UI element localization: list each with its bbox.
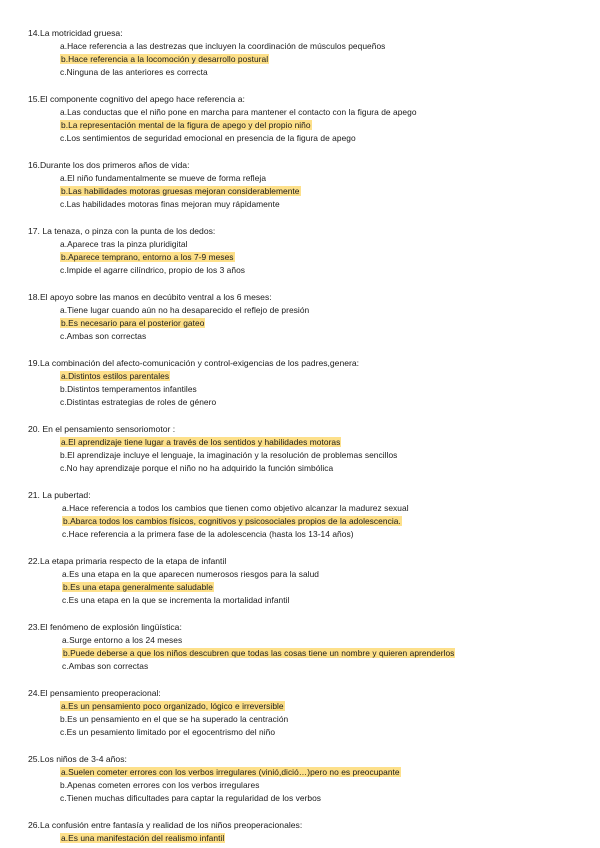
answer-option — [60, 462, 600, 475]
answer-options — [60, 304, 600, 343]
answer-option-text: c.Impide el agarre cilíndrico, propio de los 3 años — [60, 265, 246, 275]
answer-option-text: a.Hace referencia a las destrezas que incluyen la coordinación de músculos pequeños — [60, 41, 386, 51]
answer-options — [60, 766, 600, 805]
question-text: 21. La pubertad: — [28, 490, 91, 500]
answer-option — [62, 568, 600, 581]
answer-option — [60, 713, 600, 726]
answer-option — [60, 198, 600, 211]
question-text: 15.El componente cognitivo del apego hace referencia a: — [28, 94, 245, 104]
answer-option-text: b.El aprendizaje incluye el lenguaje, la imaginación y la resolución de problemas sencillos — [60, 450, 398, 460]
answer-option-text: b.Es una etapa generalmente saludable — [63, 582, 213, 592]
answer-option-text: a.Distintos estilos parentales — [61, 371, 170, 381]
answer-options — [60, 172, 600, 211]
answer-option-text: b.La representación mental de la figura de apego y del propio niño — [61, 120, 311, 130]
question-block — [0, 819, 600, 845]
answer-option — [60, 779, 600, 792]
answer-option-text: c.No hay aprendizaje porque el niño no ha adquirido la función simbólica — [60, 463, 334, 473]
answer-option — [62, 528, 600, 541]
question-block — [0, 753, 600, 805]
answer-options — [60, 436, 600, 475]
answer-option — [60, 132, 600, 145]
question-text: 22.La etapa primaria respecto de la etapa de infantil — [28, 556, 227, 566]
answer-option-text: c.Tienen muchas dificultades para captar la regularidad de los verbos — [60, 793, 322, 803]
question-text: 23.El fenómeno de explosión lingüística: — [28, 622, 182, 632]
answer-option — [60, 40, 600, 53]
highlighted-answer-option — [60, 185, 600, 198]
question-block — [0, 225, 600, 277]
answer-option — [60, 238, 600, 251]
highlighted-answer-option — [60, 700, 600, 713]
answer-option — [60, 264, 600, 277]
answer-option-text: c.Ninguna de las anteriores es correcta — [60, 67, 208, 77]
answer-option — [60, 66, 600, 79]
answer-option-text: a.Tiene lugar cuando aún no ha desaparecido el reflejo de presión — [60, 305, 310, 315]
answer-option-text: b.Apenas cometen errores con los verbos irregulares — [60, 780, 260, 790]
answer-option — [60, 726, 600, 739]
answer-option-text: c.Es un pesamiento limitado por el egocentrismo del niño — [60, 727, 276, 737]
answer-option-text: c.Las habilidades motoras finas mejoran muy rápidamente — [60, 199, 280, 209]
question-text: 25.Los niños de 3-4 años: — [28, 754, 127, 764]
highlighted-answer-option — [60, 766, 600, 779]
answer-option — [60, 792, 600, 805]
highlighted-answer-option — [62, 515, 600, 528]
answer-options — [60, 832, 600, 845]
answer-option-text: a.Aparece tras la pinza pluridigital — [60, 239, 188, 249]
answer-option-text: b.Abarca todos los cambios físicos, cognitivos y psicosociales propios de la adolescencia. — [63, 516, 401, 526]
highlighted-answer-option — [62, 581, 600, 594]
question-text: 20. En el pensamiento sensoriomotor : — [28, 424, 176, 434]
question-block — [0, 357, 600, 409]
question-block — [0, 27, 600, 79]
answer-option-text: a.Es un pensamiento poco organizado, lógico e irreversible — [61, 701, 284, 711]
answer-option-text: b.Las habilidades motoras gruesas mejoran considerablemente — [61, 186, 300, 196]
answer-option-text: a.El aprendizaje tiene lugar a través de los sentidos y habilidades motoras — [61, 437, 341, 447]
highlighted-answer-option — [60, 832, 600, 845]
answer-option — [62, 502, 600, 515]
answer-option-text: a.Hace referencia a todos los cambios que tienen como objetivo alcanzar la madurez sexual — [62, 503, 409, 513]
question-text: 14.La motricidad gruesa: — [28, 28, 123, 38]
highlighted-answer-option — [60, 119, 600, 132]
answer-option-text: a.El niño fundamentalmente se mueve de forma refleja — [60, 173, 267, 183]
answer-option — [62, 634, 600, 647]
answer-options — [60, 238, 600, 277]
highlighted-answer-option — [60, 317, 600, 330]
answer-option-text: b.Aparece temprano, entorno a los 7-9 meses — [61, 252, 234, 262]
answer-option-text: a.Suelen cometer errores con los verbos irregulares (vinió,dició…)pero no es preocupante — [61, 767, 400, 777]
question-block — [0, 621, 600, 673]
answer-option-text: a.Las conductas que el niño pone en marcha para mantener el contacto con la figura de apego — [60, 107, 417, 117]
answer-option-text: b.Puede deberse a que los niños descubren que todas las cosas tiene un nombre y quieren aprenderlos — [63, 648, 455, 658]
answer-options — [60, 40, 600, 79]
answer-option-text: b.Es un pensamiento en el que se ha superado la centración — [60, 714, 289, 724]
answer-options — [60, 700, 600, 739]
answer-option — [60, 330, 600, 343]
answer-option-text: a.Es una manifestación del realismo infantil — [61, 833, 225, 843]
highlighted-answer-option — [60, 251, 600, 264]
question-block — [0, 423, 600, 475]
answer-option-text: c.Ambas son correctas — [62, 661, 149, 671]
answer-option-text: b.Hace referencia a la locomoción y desarrollo postural — [61, 54, 269, 64]
question-text: 17. La tenaza, o pinza con la punta de los dedos: — [28, 226, 216, 236]
question-block — [0, 687, 600, 739]
answer-options — [62, 568, 600, 607]
answer-option-text: a.Es una etapa en la que aparecen numerosos riesgos para la salud — [62, 569, 319, 579]
answer-option — [60, 106, 600, 119]
answer-option-text: a.Surge entorno a los 24 meses — [62, 635, 183, 645]
highlighted-answer-option — [60, 370, 600, 383]
answer-option-text: b.Es necesario para el posterior gateo — [61, 318, 205, 328]
answer-option-text: b.Distintos temperamentos infantiles — [60, 384, 197, 394]
question-text: 26.La confusión entre fantasía y realidad de los niños preoperacionales: — [28, 820, 303, 830]
answer-options — [62, 634, 600, 673]
question-block — [0, 291, 600, 343]
highlighted-answer-option — [60, 53, 600, 66]
answer-option — [60, 304, 600, 317]
answer-option — [62, 594, 600, 607]
answer-option-text: c.Hace referencia a la primera fase de la adolescencia (hasta los 13-14 años) — [62, 529, 354, 539]
answer-options — [62, 502, 600, 541]
question-text: 16.Durante los dos primeros años de vida: — [28, 160, 190, 170]
answer-options — [60, 106, 600, 145]
question-block — [0, 555, 600, 607]
answer-option — [60, 449, 600, 462]
question-block — [0, 489, 600, 541]
highlighted-answer-option — [60, 436, 600, 449]
answer-option-text: c.Los sentimientos de seguridad emocional en presencia de la figura de apego — [60, 133, 356, 143]
answer-options — [60, 370, 600, 409]
question-text: 19.La combinación del afecto-comunicación y control-exigencias de los padres,genera: — [28, 358, 360, 368]
answer-option-text: c.Distintas estrategias de roles de género — [60, 397, 217, 407]
answer-option — [62, 660, 600, 673]
highlighted-answer-option — [62, 647, 600, 660]
answer-option — [60, 396, 600, 409]
answer-option — [60, 383, 600, 396]
answer-option — [60, 172, 600, 185]
question-block — [0, 159, 600, 211]
question-block — [0, 93, 600, 145]
answer-option-text: c.Ambas son correctas — [60, 331, 147, 341]
question-text: 24.El pensamiento preoperacional: — [28, 688, 161, 698]
question-text: 18.El apoyo sobre las manos en decúbito ventral a los 6 meses: — [28, 292, 272, 302]
answer-option-text: c.Es una etapa en la que se incrementa la mortalidad infantil — [62, 595, 290, 605]
